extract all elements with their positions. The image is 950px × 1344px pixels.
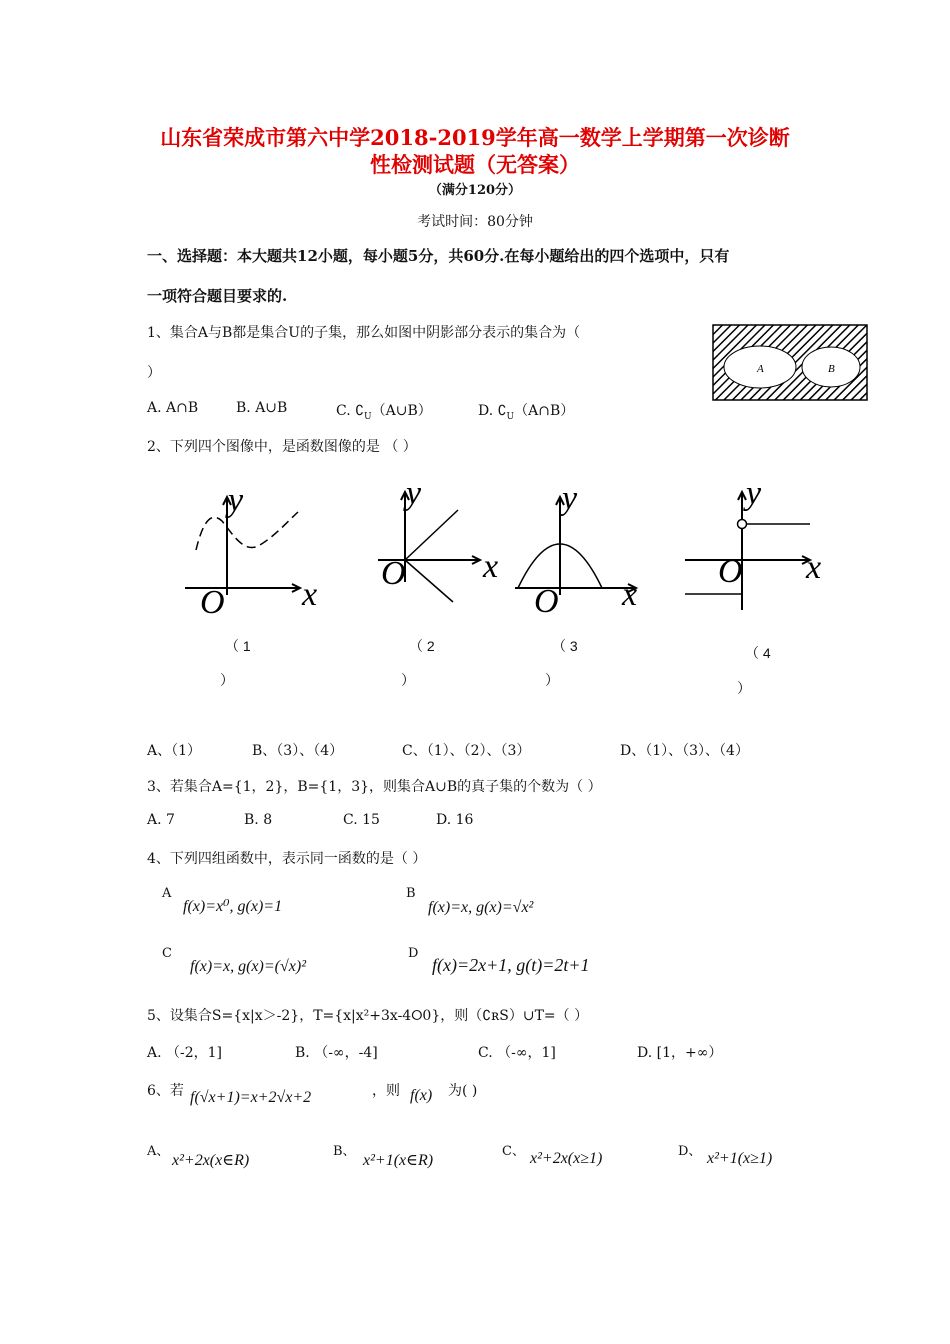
graph2-x-label: x bbox=[483, 548, 499, 585]
q1-option-c-set: （A∪B） bbox=[371, 403, 432, 419]
q5-option-a[interactable]: A. （-2，1] bbox=[147, 1045, 223, 1061]
q4-option-c-expr: f(x)=x, g(x)=(√x)² bbox=[190, 958, 306, 975]
q3-option-d[interactable]: D. 16 bbox=[436, 812, 474, 828]
q5-stem: 5、设集合S={x|x＞-2}，T={x|x²+3x-4⭘0}，则（∁ʀS）∪T=（ ） bbox=[147, 1008, 589, 1024]
q4-label-c[interactable]: C bbox=[162, 946, 172, 961]
q1-venn-diagram bbox=[713, 325, 867, 400]
graph3-origin: O bbox=[534, 583, 559, 620]
q5-option-c[interactable]: C. （-∞，1] bbox=[478, 1045, 556, 1061]
graph3-label-close: ） bbox=[545, 672, 559, 688]
q1-stem: 1、集合A与B都是集合U的子集，那么如图中阴影部分表示的集合为（ bbox=[147, 325, 581, 341]
q2-stem: 2、下列四个图像中，是函数图像的是 （ ） bbox=[147, 439, 417, 455]
q1-option-d-set: （A∩B） bbox=[514, 403, 575, 419]
q2-graph-3 bbox=[510, 480, 670, 620]
q2-option-c[interactable]: C、（1）、（2）、（3） bbox=[402, 743, 531, 759]
graph3-x-label: x bbox=[622, 576, 638, 613]
q3-stem: 3、若集合A={1，2}，B={1，3}，则集合A∪B的真子集的个数为（ ） bbox=[147, 779, 602, 795]
section-heading-line-1: 一、选择题：本大题共12小题，每小题5分，共60分.在每小题给出的四个选项中，只有 bbox=[147, 247, 730, 265]
q6-option-c-expr: x²+2x(x≥1) bbox=[530, 1150, 603, 1167]
q6-label-a[interactable]: A、 bbox=[147, 1144, 170, 1159]
q2-option-a[interactable]: A、（1） bbox=[147, 743, 202, 759]
graph4-y-label: y bbox=[746, 475, 762, 512]
q1-option-c-label: C. ∁ bbox=[336, 403, 365, 419]
q2-graph-2 bbox=[378, 475, 518, 592]
q4-label-a[interactable]: A bbox=[162, 886, 172, 901]
q1-option-d[interactable] bbox=[478, 400, 574, 422]
q4-stem: 4、下列四组函数中，表示同一函数的是（ ） bbox=[147, 851, 427, 867]
q1-option-c[interactable] bbox=[336, 400, 432, 422]
graph1-label-close: ） bbox=[220, 672, 234, 688]
graph4-open-point bbox=[738, 520, 747, 529]
q4-option-b-expr: f(x)=x, g(x)=√x² bbox=[428, 899, 534, 916]
q2-option-d[interactable]: D、（1）、（3）、（4） bbox=[620, 743, 749, 759]
graph2-y-label: y bbox=[406, 475, 422, 512]
q1-option-d-label: D. ∁ bbox=[478, 403, 507, 419]
q6-label-d[interactable]: D、 bbox=[678, 1144, 702, 1159]
q6-label-c[interactable]: C、 bbox=[502, 1144, 525, 1159]
q2-graph-1 bbox=[180, 482, 330, 621]
q6-fx: f(x) bbox=[410, 1087, 433, 1104]
graph1-origin: O bbox=[200, 584, 225, 621]
graph4-x-label: x bbox=[806, 549, 822, 586]
graph2-ray-down bbox=[405, 560, 453, 602]
q1-stem-close: ） bbox=[147, 365, 161, 381]
section-heading-line-2: 一项符合题目要求的. bbox=[147, 287, 288, 305]
graph3-y-label: y bbox=[562, 480, 578, 517]
q2-graph-4 bbox=[680, 475, 840, 612]
graph3-label: （ 3 bbox=[552, 638, 578, 654]
q4-option-a-expr: f(x)=x⁰, g(x)=1 bbox=[183, 898, 283, 915]
q2-option-b[interactable]: B、（3）、（4） bbox=[252, 743, 344, 759]
q1-option-a[interactable]: A. A∩B bbox=[147, 400, 199, 416]
q3-option-b[interactable]: B. 8 bbox=[244, 812, 273, 828]
q3-option-c[interactable]: C. 15 bbox=[343, 812, 380, 828]
graph2-label: （ 2 bbox=[409, 638, 435, 654]
q6-label-b[interactable]: B、 bbox=[333, 1144, 356, 1159]
q5-option-d[interactable]: D. [1，+∞） bbox=[637, 1045, 723, 1061]
graph4-label: （ 4 bbox=[745, 645, 771, 661]
q5-option-b[interactable]: B. （-∞，-4] bbox=[295, 1045, 378, 1061]
q4-label-b[interactable]: B bbox=[406, 886, 416, 901]
q4-option-d-expr: f(x)=2x+1, g(t)=2t+1 bbox=[432, 955, 590, 975]
q1-option-d-sub: U bbox=[506, 411, 515, 422]
exam-time: 考试时间：80分钟 bbox=[417, 214, 533, 230]
q4-label-d[interactable]: D bbox=[408, 946, 419, 961]
q6-stem-prefix: 6、若 bbox=[147, 1083, 184, 1099]
q6-option-b-expr: x²+1(x∈R) bbox=[363, 1152, 434, 1169]
graph2-ray-up bbox=[405, 510, 458, 560]
graph2-label-close: ） bbox=[401, 672, 415, 688]
score-note: （满分120分） bbox=[428, 183, 522, 198]
title-line-2: 性检测试题（无答案） bbox=[370, 152, 580, 177]
graph1-y-label: y bbox=[228, 482, 244, 519]
q6-option-a-expr: x²+2x(x∈R) bbox=[172, 1152, 250, 1169]
q6-stem-mid: ，则 bbox=[372, 1083, 400, 1099]
venn-label-a: A bbox=[757, 363, 764, 375]
q1-option-b[interactable]: B. A∪B bbox=[236, 400, 288, 416]
graph1-label: （ 1 bbox=[225, 638, 251, 654]
title-line-1: 山东省荣成市第六中学2018-2019学年高一数学上学期第一次诊断 bbox=[160, 125, 790, 150]
venn-label-b: B bbox=[828, 363, 835, 375]
graph4-label-close: ） bbox=[737, 680, 751, 696]
graph1-curve bbox=[196, 512, 298, 550]
graph2-origin: O bbox=[381, 555, 406, 592]
q6-condition-expr: f(√x+1)=x+2√x+2 bbox=[190, 1089, 312, 1106]
q6-option-d-expr: x²+1(x≥1) bbox=[707, 1150, 773, 1167]
q3-option-a[interactable]: A. 7 bbox=[147, 812, 175, 828]
graph1-x-label: x bbox=[302, 576, 318, 613]
q1-option-c-sub: U bbox=[364, 411, 372, 422]
graph4-origin: O bbox=[718, 553, 743, 590]
q6-stem-suffix: 为( ) bbox=[448, 1083, 478, 1099]
